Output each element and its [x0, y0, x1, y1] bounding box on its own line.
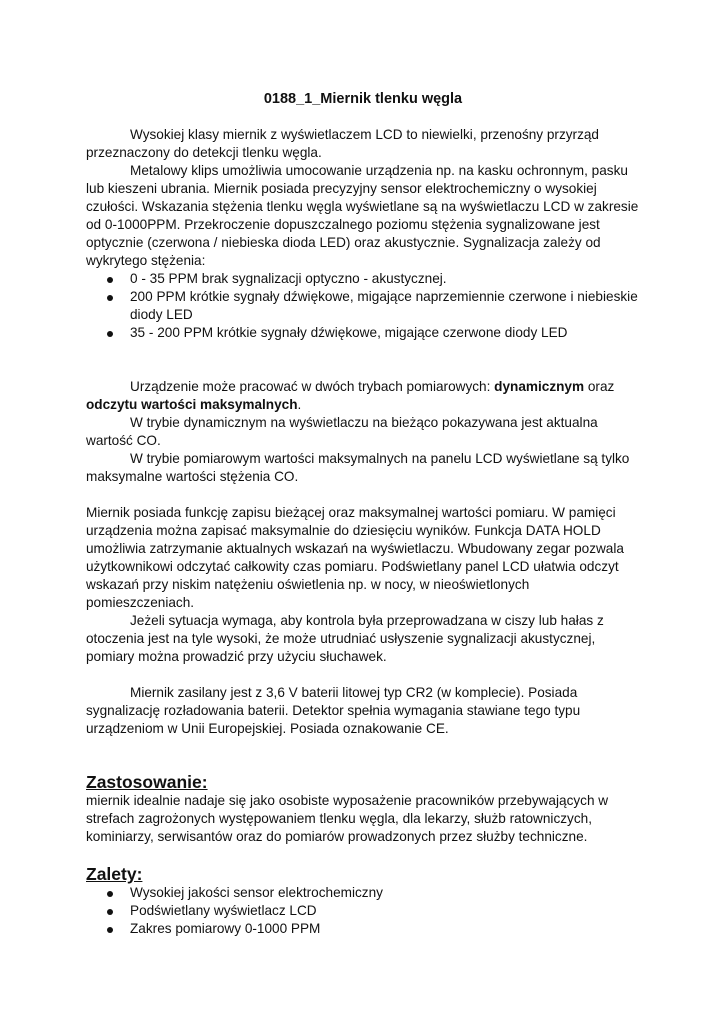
list-item	[86, 288, 640, 324]
list-item-text: 35 - 200 PPM krótkie sygnały dźwiękowe, migające czerwone diody LED	[130, 325, 568, 340]
modes-max-label: odczytu wartości maksymalnych	[86, 397, 298, 412]
intro-paragraph-1: Wysokiej klasy miernik z wyświetlaczem LCD to niewielki, przenośny przyrząd przeznaczony do detekcji tlenku węgla.	[86, 127, 599, 160]
application-heading: Zastosowanie:	[86, 772, 208, 792]
modes-paragraph-3: W trybie pomiarowym wartości maksymalnych na panelu LCD wyświetlane są tylko maksymalne wartości stężenia CO.	[86, 451, 630, 484]
spacer	[86, 846, 640, 864]
modes-paragraph-2: W trybie dynamicznym na wyświetlaczu na bieżąco pokazywana jest aktualna wartość CO.	[86, 415, 598, 448]
intro-paragraph-2: Metalowy klips umożliwia umocowanie urządzenia np. na kasku ochronnym, pasku lub kieszeni ubrania. Miernik posiada precyzyjny sensor elektrochemiczny o wysokiej czułości. Wskazania stężenia tlenku węgla wyświetlane są na wyświetlaczu LCD w zakresie od 0-1000PPM. Przekroczenie dopuszczalnego poziomu stężenia sygnalizowane jest optycznie (czerwona / niebieska dioda LED) oraz akustycznie. Sygnalizacja zależy od wykrytego stężenia:	[86, 163, 639, 268]
spacer	[86, 342, 640, 378]
bullet-icon	[107, 331, 113, 337]
power-paragraph: Miernik zasilany jest z 3,6 V baterii litowej typ CR2 (w komplecie). Posiada sygnalizację rozładowania baterii. Detektor spełnia wymagania stawiane tego typu urządzeniom w Unii Europejskiej. Posiada oznakowanie CE.	[86, 685, 581, 736]
modes-text-mid: oraz	[584, 379, 615, 394]
modes-text-prefix: Urządzenie może pracować w dwóch trybach pomiarowych:	[130, 379, 495, 394]
memory-paragraph-1: Miernik posiada funkcję zapisu bieżącej oraz maksymalnej wartości pomiaru. W pamięci urządzenia można zapisać maksymalnie do dziesięciu wyników. Funkcja DATA HOLD umożliwia zatrzymanie aktualnych wskazań na wyświetlaczu. Wbudowany zegar pozwala użytkownikowi odczytać całkowity czas pomiaru. Podświetlany panel LCD ułatwia odczyt wskazań przy niskim natężeniu oświetlenia np. w nocy, w nieoświetlonych pomieszczeniach.	[86, 505, 624, 610]
list-item-text: Zakres pomiarowy 0-1000 PPM	[130, 921, 321, 936]
list-item	[86, 884, 640, 902]
spacer	[86, 738, 640, 772]
modes-paragraph-1	[86, 378, 640, 414]
advantages-list	[86, 884, 640, 938]
advantages-heading: Zalety:	[86, 864, 143, 884]
memory-paragraph-2: Jeżeli sytuacja wymaga, aby kontrola była przeprowadzana w ciszy lub hałas z otoczenia jest na tyle wysoki, że może utrudniać usłyszenie sygnalizacji akustycznej, pomiary można prowadzić przy użyciu słuchawek.	[86, 613, 604, 664]
list-item-text: Podświetlany wyświetlacz LCD	[130, 903, 317, 918]
spacer	[86, 486, 640, 504]
bullet-icon	[107, 909, 113, 915]
list-item	[86, 920, 640, 938]
list-item	[86, 902, 640, 920]
bullet-icon	[107, 927, 113, 933]
bullet-icon	[107, 891, 113, 897]
bullet-icon	[107, 295, 113, 301]
concentration-signal-list	[86, 270, 640, 342]
list-item	[86, 324, 640, 342]
list-item	[86, 270, 640, 288]
list-item-text: 0 - 35 PPM brak sygnalizacji optyczno - akustycznej.	[130, 271, 447, 286]
modes-dynamic-label: dynamicznym	[494, 379, 585, 394]
list-item-text: 200 PPM krótkie sygnały dźwiękowe, migające naprzemiennie czerwone i niebieskie diody LED	[130, 289, 638, 322]
bullet-icon	[107, 277, 113, 283]
application-text: miernik idealnie nadaje się jako osobiste wyposażenie pracowników przebywających w strefach zagrożonych występowaniem tlenku węgla, dla lekarzy, służb ratowniczych, kominiarzy, serwisantów oraz do pomiarów prowadzonych przez służby techniczne.	[86, 793, 609, 844]
spacer	[86, 666, 640, 684]
document-title: 0188_1_Miernik tlenku węgla	[263, 91, 463, 107]
modes-text-suffix: .	[297, 397, 302, 412]
list-item-text: Wysokiej jakości sensor elektrochemiczny	[130, 885, 383, 900]
